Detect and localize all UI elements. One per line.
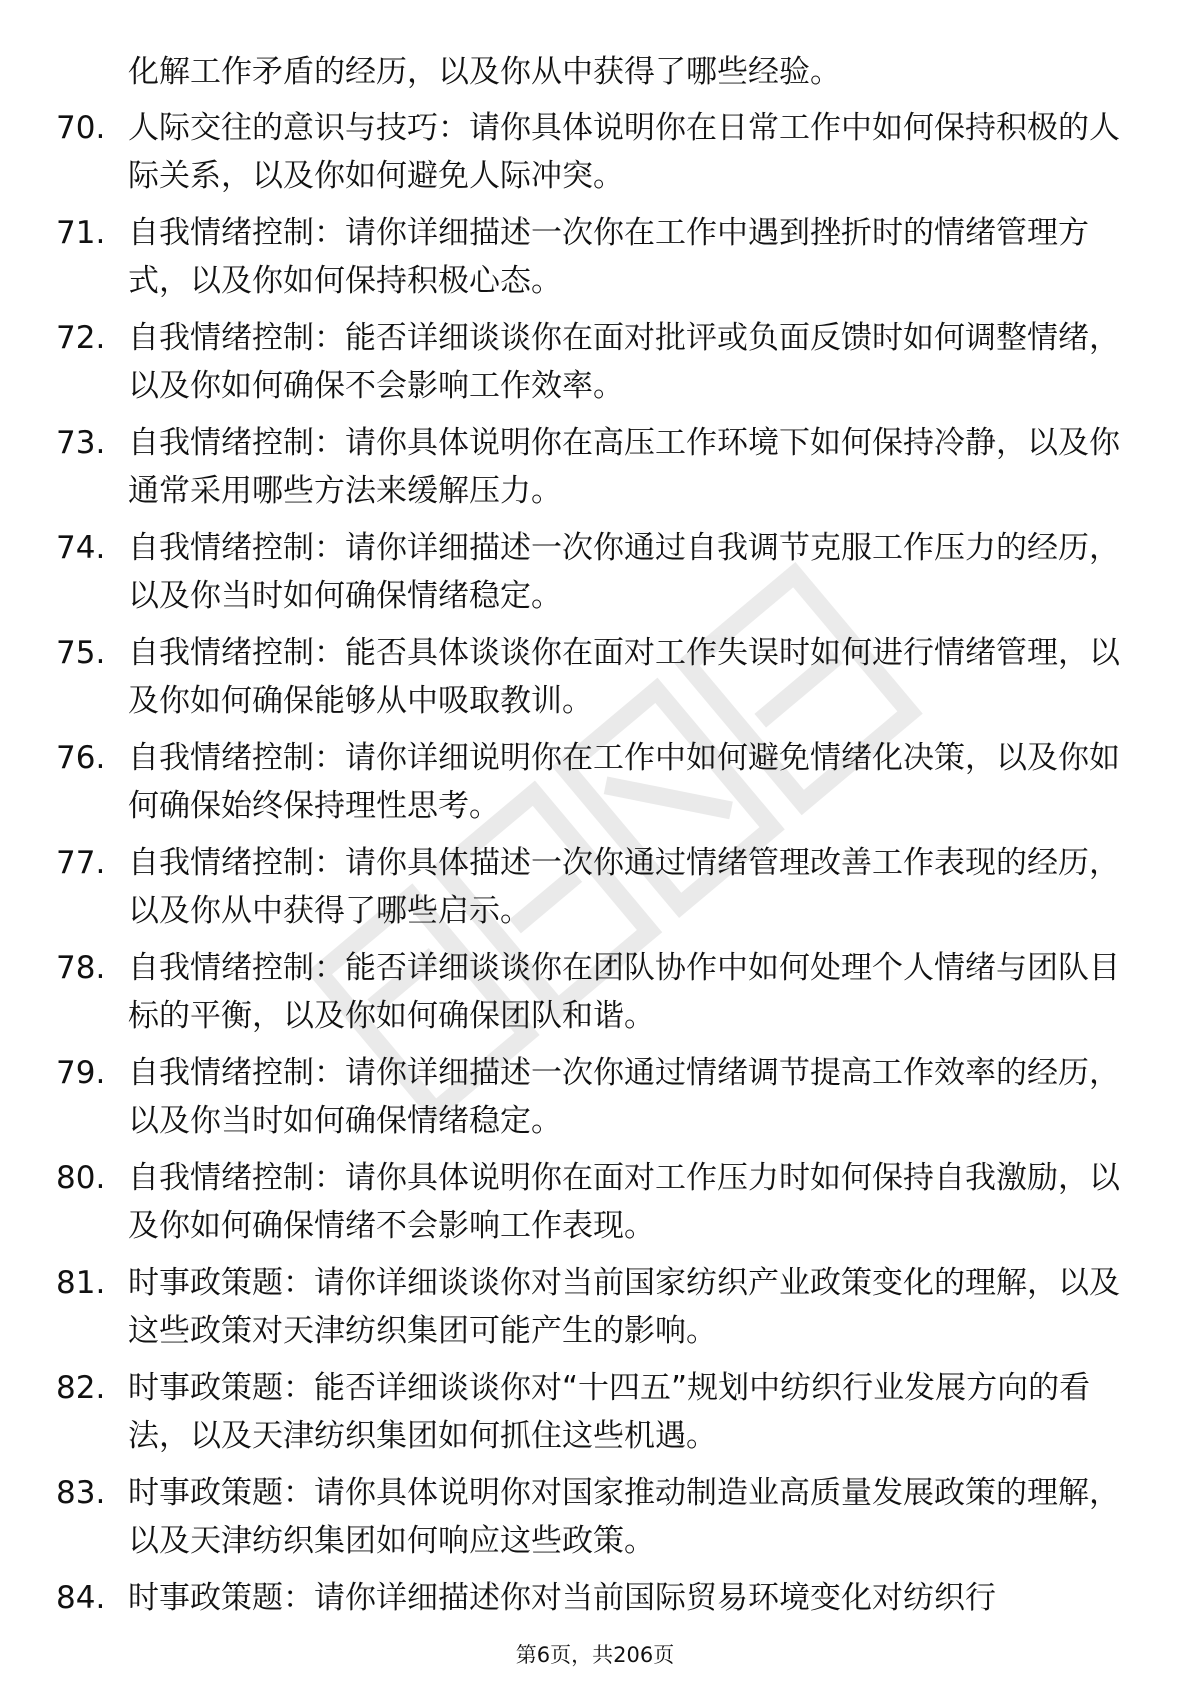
list-item [0,209,1190,314]
list-item-text: 自我情绪控制：请你详细描述一次你在工作中遇到挫折时的情绪管理方式，以及你如何保持积极心态。 [128,215,1089,299]
list-item [0,104,1190,209]
list-item-number: 77. [56,845,106,881]
list-item-number: 79. [56,1055,106,1091]
list-item [0,1364,1190,1469]
list-item-number: 74. [56,530,106,566]
list-item-number: 75. [56,635,106,671]
list-item-number: 84. [56,1580,106,1616]
list-item-text: 人际交往的意识与技巧：请你具体说明你在日常工作中如何保持积极的人际关系，以及你如何避免人际冲突。 [128,110,1120,194]
list-item-text: 自我情绪控制：请你具体说明你在高压工作环境下如何保持冷静，以及你通常采用哪些方法来缓解压力。 [128,425,1120,509]
list-item-text: 时事政策题：请你具体说明你对国家推动制造业高质量发展政策的理解，以及天津纺织集团如何响应这些政策。 [128,1475,1120,1559]
list-item-text: 自我情绪控制：请你详细描述一次你通过情绪调节提高工作效率的经历，以及你当时如何确保情绪稳定。 [128,1055,1120,1139]
list-item-text: 自我情绪控制：能否详细谈谈你在面对批评或负面反馈时如何调整情绪，以及你如何确保不会影响工作效率。 [128,320,1120,404]
list-item-number: 82. [56,1370,106,1406]
list-item [0,629,1190,734]
list-item-number: 70. [56,110,106,146]
list-item [0,524,1190,629]
list-item-text: 自我情绪控制：请你详细描述一次你通过自我调节克服工作压力的经历，以及你当时如何确保情绪稳定。 [128,530,1120,614]
list-item-number: 81. [56,1265,106,1301]
list-item-text: 时事政策题：请你详细谈谈你对当前国家纺织产业政策变化的理解，以及这些政策对天津纺织集团可能产生的影响。 [128,1265,1120,1349]
list-item-number: 73. [56,425,106,461]
list-item-continuation [0,48,1190,104]
list-item-text: 自我情绪控制：请你具体描述一次你通过情绪管理改善工作表现的经历，以及你从中获得了哪些启示。 [128,845,1120,929]
list-item-text: 自我情绪控制：请你详细说明你在工作中如何避免情绪化决策，以及你如何确保始终保持理性思考。 [128,740,1120,824]
list-item-text: 化解工作矛盾的经历，以及你从中获得了哪些经验。 [128,54,841,90]
list-item-number: 72. [56,320,106,356]
question-list [0,48,1190,1630]
list-item-text: 自我情绪控制：能否详细谈谈你在团队协作中如何处理个人情绪与团队目标的平衡，以及你如何确保团队和谐。 [128,950,1120,1034]
list-item [0,944,1190,1049]
list-item [0,314,1190,419]
list-item [0,839,1190,944]
list-item-number: 71. [56,215,106,251]
list-item-number: 78. [56,950,106,986]
list-item-text: 自我情绪控制：能否具体谈谈你在面对工作失误时如何进行情绪管理，以及你如何确保能够从中吸取教训。 [128,635,1120,719]
list-item-text: 时事政策题：能否详细谈谈你对“十四五”规划中纺织行业发展方向的看法，以及天津纺织集团如何抓住这些机遇。 [128,1370,1091,1454]
list-item-number: 76. [56,740,106,776]
list-item [0,1574,1190,1630]
list-item-number: 83. [56,1475,106,1511]
list-item-text: 自我情绪控制：请你具体说明你在面对工作压力时如何保持自我激励，以及你如何确保情绪不会影响工作表现。 [128,1160,1120,1244]
page-footer: 第6页，共206页 [515,1643,675,1667]
list-item [0,1154,1190,1259]
list-item [0,419,1190,524]
list-item [0,734,1190,839]
list-item [0,1469,1190,1574]
list-item [0,1049,1190,1154]
list-item-number: 80. [56,1160,106,1196]
list-item [0,1259,1190,1364]
list-item-text: 时事政策题：请你详细描述你对当前国际贸易环境变化对纺织行 [128,1580,996,1616]
